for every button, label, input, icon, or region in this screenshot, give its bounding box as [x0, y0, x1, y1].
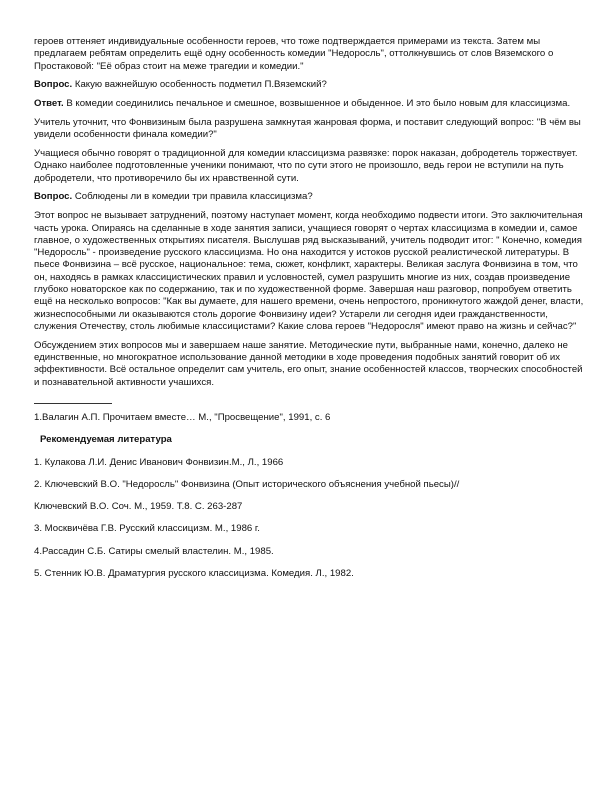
- literature-item: 4.Рассадин С.Б. Сатиры смелый властелин. М., 1985.: [34, 545, 274, 557]
- conclusion-paragraph: Обсуждением этих вопросов мы и завершаем наше занятие. Методические пути, выбранные нами, конечно, далеко не единственные, но многократное использование данной методики в ходе проведения подобных занятий говорит об их эффективности. Всё остальное определит сам учитель, его опыт, знание особенностей классов, творческих способностей и познавательной активности учашихся.: [34, 339, 583, 388]
- answer-vyazemsky: [34, 98, 584, 110]
- literature-title: Рекомендуемая литература: [40, 434, 172, 446]
- document-page: [34, 36, 584, 590]
- answer-label: Ответ.: [34, 98, 64, 110]
- footnote-divider: [34, 403, 112, 404]
- footnote: 1.Валагин А.П. Прочитаем вместе… М., "Просвещение", 1991, с. 6: [34, 411, 331, 423]
- question-three-rules: [34, 191, 584, 203]
- teacher-finale-paragraph: Учитель уточнит, что Фонвизиным была разрушена замкнутая жанровая форма, и поставит следующий вопрос: "В чём вы увидели особенности финала комедии?": [34, 116, 581, 141]
- question-label: Вопрос.: [34, 79, 73, 91]
- question-text: Какую важнейшую особенность подметил П.Вяземский?: [72, 79, 327, 91]
- literature-item: 1. Кулакова Л.И. Денис Иванович Фонвизин.М., Л., 1966: [34, 456, 284, 468]
- question-text: Соблюдены ли в комедии три правила классицизма?: [72, 191, 313, 203]
- literature-item: 3. Москвичёва Г.В. Русский классицизм. М., 1986 г.: [34, 523, 260, 535]
- literature-item: 5. Стенник Ю.В. Драматургия русского классицизма. Комедия. Л., 1982.: [34, 568, 354, 579]
- footnotes-section: [34, 412, 584, 580]
- answer-text: В комедии соединились печальное и смешное, возвышенное и обыденное. И это было новым для классицизма.: [63, 98, 571, 110]
- literature-item: Ключевский В.О. Соч. М., 1959. Т.8. С. 263-287: [34, 501, 243, 513]
- literature-item: 2. Ключевский В.О. "Недоросль" Фонвизина (Опыт исторического объяснения учебной пьесы)//: [34, 478, 460, 490]
- intro-paragraph: героев оттеняет индивидуальные особенности героев, что тоже подтверждается примерами из текста. Затем мы предлагаем ребятам определить ещё одну особенность комедии "Недоросль", оттолкнувшись от слов Вяземского о Простаковой: "Её образ стоит на меже трагедии и комедии.": [34, 36, 554, 72]
- question-vyazemsky: [34, 79, 584, 91]
- denouement-paragraph: Учащиеся обычно говорят о традиционной для комедии классицизма развязке: порок наказан, добродетель торжествует. Однако наиболее подготовленные ученики понимают, что по сути этого не произошло, ведь герои не вступили на путь добродетели, что противоречило бы их нравственной сути.: [34, 148, 578, 184]
- question-label: Вопрос.: [34, 191, 73, 203]
- summary-paragraph: Этот вопрос не вызывает затруднений, поэтому наступает момент, когда необходимо подвести итоги. Это заключительная часть урока. Опираясь на сделанные в ходе занятия записи, учащиеся говорят о чертах классицизма в комедии и, самое главное, о художественных открытиях писателя. Выслушав ряд высказываний, учитель подводит итог: " Конечно, комедия "Недоросль" - произведение русского классицизма. Но она находится у истоков русской реалистической литературы. В пьесе Фонвизина – всё русское, национальное: тема, сюжет, конфликт, характеры. Великая заслуга Фонвизина в том, что он, находясь в рамках классицистических правил и условностей, сумел разрушить многие из них, создав произведение глубоко новаторское как по содержанию, так и по художественной форме. Завершая наш разговор, попробуем ответить ещё на несколько вопросов: "Как вы думаете, для нашего времени, очень непростого, проникнутого жаждой денег, власти, жизнеспособными ли оказываются столь дорогие Фонвизину идеи? Устарели ли сегодня идеи гражданственности, служения Отечеству, столь любимые классицистами? Какие слова героев "Недоросля" имеют право на жизнь и сейчас?": [34, 210, 584, 332]
